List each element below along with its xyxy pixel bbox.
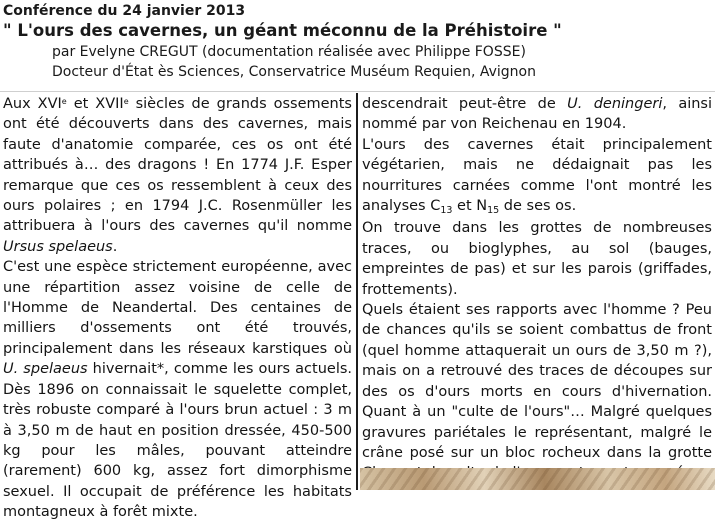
superscript: e xyxy=(123,97,129,106)
column-divider xyxy=(356,93,358,490)
right-paragraph-2 xyxy=(362,135,712,219)
species-name: U. deningeri xyxy=(567,96,663,112)
conference-date: Conférence du 24 janvier 2013 xyxy=(3,3,246,19)
author-title: Docteur d'État ès Sciences, Conservatrice Muséum Requien, Avignon xyxy=(52,64,536,80)
text-run: Aux XVI xyxy=(3,96,62,112)
author-line: par Evelyne CREGUT (documentation réalisée avec Philippe FOSSE) xyxy=(52,44,526,60)
subscript: 13 xyxy=(440,205,453,217)
text-run: L'ours des cavernes était principalement végétarien, mais ne dédaignait pas les nourritures carnées comme l'ont montré les analyses C xyxy=(362,136,712,215)
cave-photo xyxy=(360,468,715,490)
text-run: et XVII xyxy=(66,96,124,112)
left-paragraph-2 xyxy=(3,257,352,522)
right-column xyxy=(362,94,712,484)
superscript: e xyxy=(61,97,67,106)
text-run: hivernait*, comme les ours actuels. Dès 1896 on connaissait le squelette complet, très robuste comparé à l'ours brun actuel : 3 m à 3,50 m de haut en position dressée, 450-500 kg pour les mâles, pouvant atteindre (rarement) 600 kg, assez fort dimorphisme sexuel. Il occupait de préférence les habitats montagneux à forêt mixte. xyxy=(3,361,353,521)
species-name: U. spelaeus xyxy=(3,361,88,378)
text-run: . xyxy=(112,238,118,255)
left-paragraph-1 xyxy=(3,94,352,257)
right-paragraph-4: Quels étaient ses rapports avec l'homme ? Peu de chances qu'ils se soient combattus de front (quel homme attaquerait un ours de 3,50 m ?), mais on a retrouvé des traces de découpes sur des os d'ours morts en cours d'hivernation. Quant à un "culte de l'ours"… Malgré quelques gravures pariétales le représentant, malgré le crâne posé sur un bloc rocheux dans la grotte xyxy=(362,302,712,461)
right-paragraph-1 xyxy=(362,94,712,135)
page-title: " L'ours des cavernes, un géant méconnu de la Préhistoire " xyxy=(3,21,562,40)
text-run: de ses os. xyxy=(499,198,577,215)
text-run: C'est une espèce strictement européenne, avec une répartition assez voisine de celle de l'Homme de Neandertal. Des centaines de milliers d'ossements ont été trouvés, principalement dans les réseaux karstiques où xyxy=(3,259,352,357)
header-rule xyxy=(0,91,715,92)
text-run: siècles de grands ossements ont été découverts dans des cavernes, mais faute d'anatomie comparée, ces os ont été attribués à… des dragons ! En 1774 J.F. Esper remarque que ces os ressemblent à ceux des ours polaires ; en 1794 J.C. Rosenmüller les attribuera à l'ours des cavernes qu'il nomme xyxy=(3,96,352,235)
right-paragraph-3: On trouve dans les grottes de nombreuses traces, ou bioglyphes, au sol (bauges, empreintes de pas) et sur les parois (griffades, frottements). xyxy=(362,220,712,298)
text-run: et N xyxy=(452,198,488,215)
text-run: , ainsi nommé par von Reichenau en 1904. xyxy=(362,96,713,133)
left-column xyxy=(3,94,352,523)
subscript: 15 xyxy=(487,205,500,217)
species-name: Ursus spelaeus xyxy=(3,238,113,255)
text-run: descendrait peut-être de xyxy=(362,96,568,112)
